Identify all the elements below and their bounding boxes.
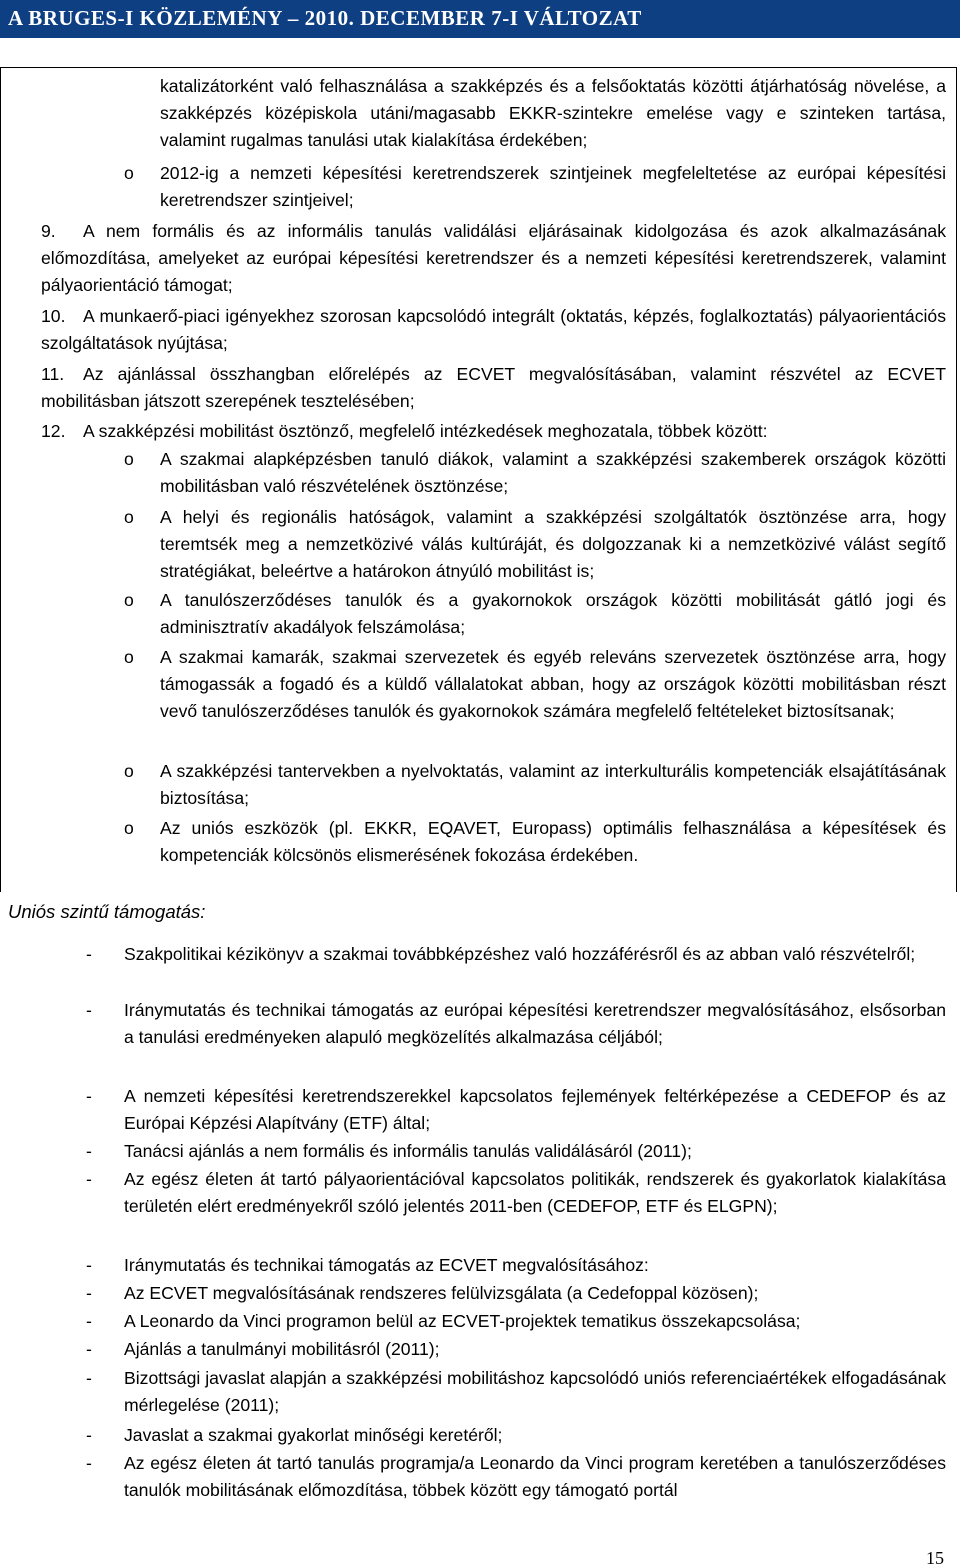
subitem bbox=[124, 815, 946, 869]
page-number: 15 bbox=[926, 1548, 944, 1568]
dash-icon: - bbox=[86, 1368, 92, 1388]
document-header: A BRUGES-I KÖZLEMÉNY – 2010. DECEMBER 7-I VÁLTOZAT bbox=[0, 0, 960, 38]
dash-icon: - bbox=[86, 1169, 92, 1189]
numbered-item-9 bbox=[41, 218, 946, 299]
dash-item-text: A Leonardo da Vinci programon belül az ECVET-projektek tematikus összekapcsolása; bbox=[124, 1311, 801, 1331]
dash-item-text: A nemzeti képesítési keretrendszerekkel kapcsolatos fejlemények feltérképezése a CEDEFOP és az Európai Képzési Alapítvány (ETF) által; bbox=[124, 1086, 946, 1133]
bullet-icon: o bbox=[124, 163, 134, 183]
dash-item bbox=[86, 997, 946, 1051]
dash-icon: - bbox=[86, 1000, 92, 1020]
subitem-text: A szakmai kamarák, szakmai szervezetek és egyéb releváns szervezetek ösztönzése arra, hogy támogassák a fogadó és a küldő vállalatokat abban, hogy az országok közötti mobilitásban részt vevő tanulószerződéses tanulók és gyakornokok számára megfelelő feltételeket biztosítsanak; bbox=[160, 647, 946, 721]
bullet-icon: o bbox=[124, 507, 134, 527]
numbered-item-12 bbox=[41, 418, 946, 445]
dash-icon: - bbox=[86, 1453, 92, 1473]
subitem bbox=[124, 758, 946, 812]
dash-item bbox=[86, 1252, 946, 1279]
dash-icon: - bbox=[86, 1339, 92, 1359]
subitem bbox=[124, 446, 946, 500]
dash-icon: - bbox=[86, 1141, 92, 1161]
bullet-icon: o bbox=[124, 647, 134, 667]
dash-icon: - bbox=[86, 1255, 92, 1275]
dash-icon: - bbox=[86, 1283, 92, 1303]
dash-item-text: Szakpolitikai kézikönyv a szakmai továbbképzéshez való hozzáférésről és az abban való részvételről; bbox=[124, 944, 916, 964]
dash-icon: - bbox=[86, 1425, 92, 1445]
dash-item bbox=[86, 1365, 946, 1419]
item-number: 10. bbox=[41, 306, 66, 326]
subitem-text: A szakképzési tantervekben a nyelvoktatás, valamint az interkulturális kompetenciák elsajátításának biztosítása; bbox=[160, 761, 946, 808]
subitem bbox=[124, 504, 946, 585]
continuation-paragraph: katalizátorként való felhasználása a szakképzés és a felsőoktatás közötti átjárhatóság növelése, a szakképzés középiskola utáni/magasabb EKKR-szintekre emelése vagy e szinteken tartása, valamint rugalmas tanulási utak kialakítása érdekében; bbox=[160, 76, 946, 150]
item-number: 12. bbox=[41, 421, 66, 441]
numbered-item-11 bbox=[41, 361, 946, 415]
subitem-text: Az uniós eszközök (pl. EKKR, EQAVET, Europass) optimális felhasználása a képesítések és kompetenciák kölcsönös elismerésének fokozása érdekében. bbox=[160, 818, 946, 865]
dash-item-text: Az egész életen át tartó pályaorientációval kapcsolatos politikák, rendszerek és gyakorlatok kialakítása területén elért eredményekről szóló jelentés 2011-ben (CEDEFOP, ETF és ELGPN); bbox=[124, 1169, 946, 1216]
dash-item bbox=[86, 1336, 946, 1363]
bullet-icon: o bbox=[124, 761, 134, 781]
item-text: A szakképzési mobilitást ösztönző, megfelelő intézkedések meghozatala, többek között: bbox=[83, 421, 768, 441]
subitem-2012 bbox=[124, 160, 946, 214]
subitem bbox=[124, 587, 946, 641]
dash-item bbox=[86, 941, 946, 968]
subitem bbox=[124, 644, 946, 725]
subitem-text: A szakmai alapképzésben tanuló diákok, valamint a szakképzési szakemberek országok közötti mobilitásban való részvételének ösztönzése; bbox=[160, 449, 946, 496]
item-number: 11. bbox=[41, 364, 65, 384]
numbered-item-10 bbox=[41, 303, 946, 357]
dash-item-text: Iránymutatás és technikai támogatás az ECVET megvalósításához: bbox=[124, 1255, 649, 1275]
dash-item bbox=[86, 1308, 946, 1335]
item-text: A nem formális és az informális tanulás validálási eljárásainak kidolgozása és azok alkalmazásának előmozdítása, amelyeket az európai képesítési keretrendszer és a nemzeti képesítési keretrendszerek, valamint pályaorientáció támogat; bbox=[41, 221, 946, 295]
dash-icon: - bbox=[86, 1311, 92, 1331]
dash-item bbox=[86, 1422, 946, 1449]
dash-item bbox=[86, 1280, 946, 1307]
subitem-text: 2012-ig a nemzeti képesítési keretrendszerek szintjeinek megfeleltetése az európai képesítési keretrendszer szintjeivel; bbox=[160, 163, 946, 210]
dash-item bbox=[86, 1083, 946, 1137]
dash-item-text: Tanácsi ajánlás a nem formális és informális tanulás validálásáról (2011); bbox=[124, 1141, 692, 1161]
dash-item-text: Ajánlás a tanulmányi mobilitásról (2011); bbox=[124, 1339, 440, 1359]
bullet-icon: o bbox=[124, 818, 134, 838]
dash-item-text: Bizottsági javaslat alapján a szakképzési mobilitáshoz kapcsolódó uniós referenciaértékek elfogadásának mérlegelése (2011); bbox=[124, 1368, 946, 1415]
subitem-text: A helyi és regionális hatóságok, valamint a szakképzési szolgáltatók ösztönzése arra, hogy teremtsék meg a nemzetközivé válás kultúráját, és dolgozzanak ki a nemzetközivé válást segítő stratégiákat, beleértve a határokon átnyúló mobilitást is; bbox=[160, 507, 946, 581]
dash-item bbox=[86, 1166, 946, 1220]
dash-icon: - bbox=[86, 1086, 92, 1106]
dash-item-text: Iránymutatás és technikai támogatás az európai képesítési keretrendszer megvalósításához, elsősorban a tanulási eredményeken alapuló megközelítés alkalmazása céljából; bbox=[124, 1000, 946, 1047]
bullet-icon: o bbox=[124, 449, 134, 469]
subitem-text: A tanulószerződéses tanulók és a gyakornokok országok közötti mobilitását gátló jogi és adminisztratív akadályok felszámolása; bbox=[160, 590, 946, 637]
dash-item-text: Az ECVET megvalósításának rendszeres felülvizsgálata (a Cedefoppal közösen); bbox=[124, 1283, 759, 1303]
item-number: 9. bbox=[41, 221, 56, 241]
dash-item-text: Az egész életen át tartó tanulás programja/a Leonardo da Vinci program keretében a tanulószerződéses tanulók mobilitásának előmozdítása, többek között egy támogató portál bbox=[124, 1453, 946, 1500]
section-heading: Uniós szintű támogatás: bbox=[8, 901, 206, 922]
item-text: Az ajánlással összhangban előrelépés az ECVET megvalósításában, valamint részvétel az ECVET mobilitásban játszott szerepének tesztelésében; bbox=[41, 364, 946, 411]
dash-item bbox=[86, 1138, 946, 1165]
item-text: A munkaerő-piaci igényekhez szorosan kapcsolódó integrált (oktatás, képzés, foglalkoztatás) pályaorientációs szolgáltatások nyújtása; bbox=[41, 306, 946, 353]
dash-item-text: Javaslat a szakmai gyakorlat minőségi keretéről; bbox=[124, 1425, 503, 1445]
bullet-icon: o bbox=[124, 590, 134, 610]
dash-icon: - bbox=[86, 944, 92, 964]
dash-item bbox=[86, 1450, 946, 1504]
